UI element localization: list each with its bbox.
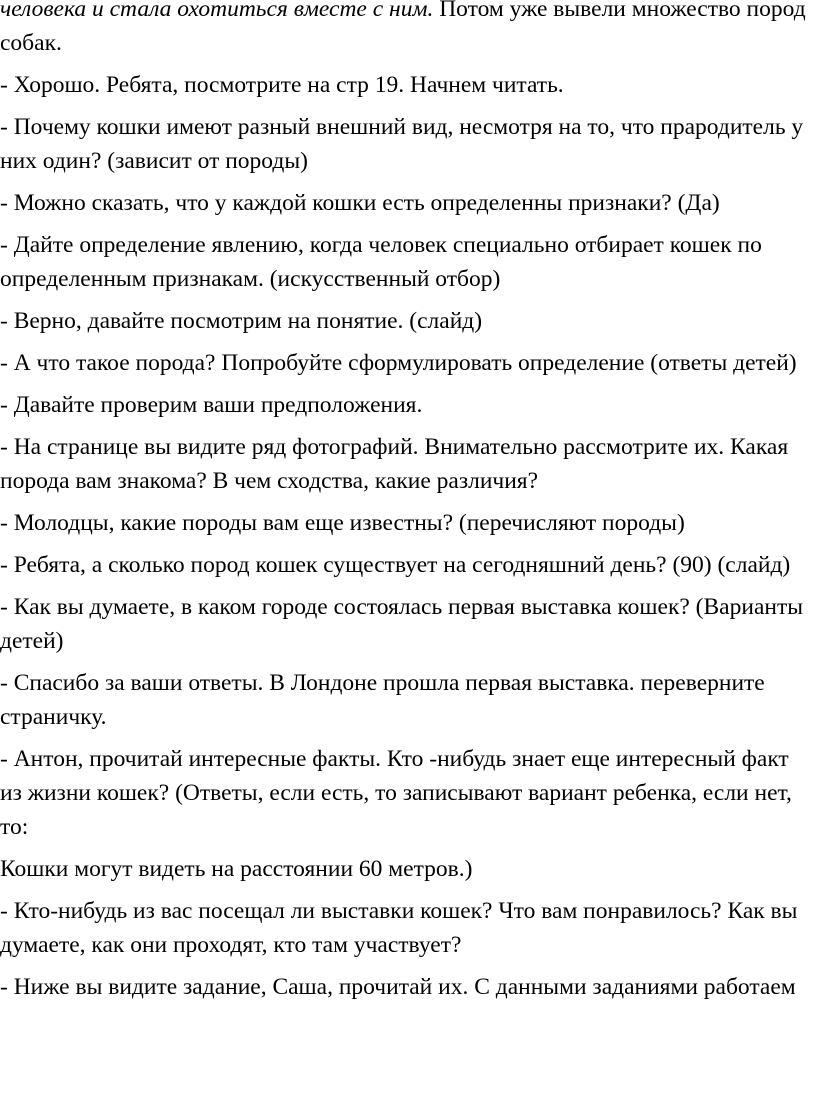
paragraph-text: Потом уже вывели множество пород собак. [0,0,806,56]
paragraph: - Верно, давайте посмотрим на понятие. (слайд) [0,308,483,334]
paragraph: - Можно сказать, что у каждой кошки есть определенны признаки? (Да) [0,190,720,216]
paragraph: - Дайте определение явлению, когда человек специально отбирает кошек по определенным признакам. (искусственный отбор) [0,232,762,292]
paragraph: - Ниже вы видите задание, Саша, прочитай их. С данными заданиями работаем [0,974,796,1000]
paragraph: - Ребята, а сколько пород кошек существует на сегодняшний день? (90) (слайд) [0,552,791,578]
paragraph: - А что такое порода? Попробуйте сформулировать определение (ответы детей) [0,350,797,376]
paragraph: - На странице вы видите ряд фотографий. Внимательно рассмотрите их. Какая порода вам знакома? В чем сходства, какие различия? [0,434,789,494]
paragraph: - Кто-нибудь из вас посещал ли выставки кошек? Что вам понравилось? Как вы думаете, как они проходят, кто там участвует? [0,898,798,958]
paragraph: - Антон, прочитай интересные факты. Кто -нибудь знает еще интересный факт из жизни кошек? (Ответы, если есть, то записывают вариант ребенка, если нет, то: [0,746,792,840]
paragraph: Кошки могут видеть на расстоянии 60 метров.) [0,856,473,882]
paragraph: - Давайте проверим ваши предположения. [0,392,423,418]
paragraph: - Хорошо. Ребята, посмотрите на стр 19. Начнем читать. [0,72,564,98]
paragraph: - Молодцы, какие породы вам еще известны? (перечисляют породы) [0,510,685,536]
paragraph [0,0,806,60]
paragraph: - Почему кошки имеют разный внешний вид, несмотря на то, что прародитель у них один? (зависит от породы) [0,114,804,174]
paragraph: - Как вы думаете, в каком городе состоялась первая выставка кошек? (Варианты детей) [0,594,804,654]
paragraph-italic-lead: человека и стала охотиться вместе с ним. [0,0,434,22]
paragraph: - Спасибо за ваши ответы. В Лондоне прошла первая выставка. переверните страничку. [0,670,765,730]
